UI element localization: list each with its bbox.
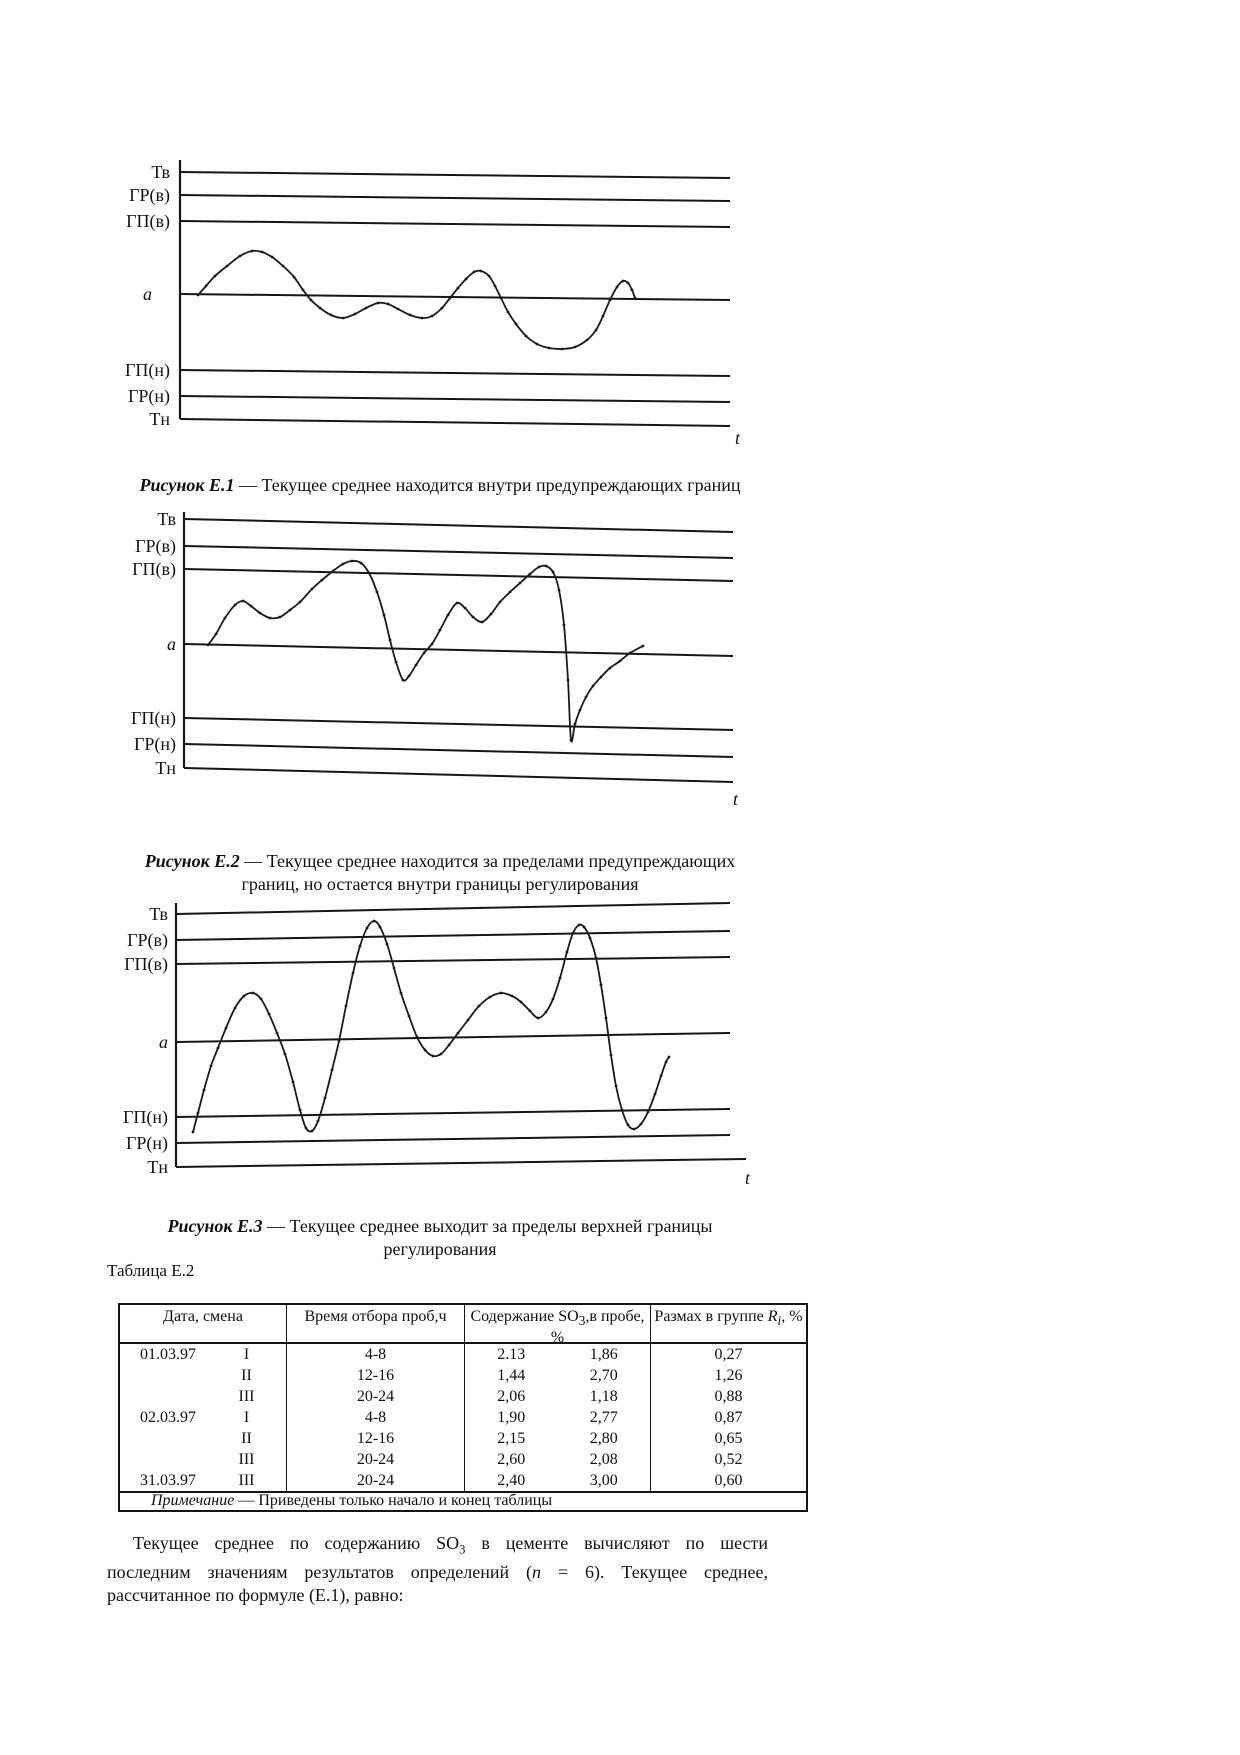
figure-E1-label-lower-warning: ГП(н) — [124, 360, 170, 380]
figure-e3-caption-number: Рисунок Е.3 — [167, 1216, 263, 1236]
cell-so3-content — [465, 1428, 651, 1449]
cell-date — [120, 1386, 207, 1407]
cell-date-shift — [120, 1407, 287, 1428]
cell-so3-content — [465, 1344, 651, 1365]
figure-E2 — [131, 509, 739, 809]
body-paragraph — [107, 1532, 768, 1606]
cell-so3-value-2: 1,86 — [589, 1346, 618, 1363]
cell-so3-value-2: 2,08 — [589, 1451, 618, 1468]
figure-E2-label-lower-tolerance: Тн — [155, 758, 176, 778]
figure-E1-label-mean: a — [143, 284, 152, 304]
figure-e2-caption-number: Рисунок Е.2 — [144, 851, 240, 871]
table-note-label: Примечание — [151, 1492, 235, 1509]
table-header-date-shift: Дата, смена — [120, 1305, 287, 1346]
figure-E3-label-upper-tolerance: Тв — [149, 904, 168, 924]
figure-E3-line-lower-tolerance — [176, 1159, 746, 1167]
figure-E2-line-lower-tolerance — [184, 768, 733, 782]
figure-E3-label-upper-warning: ГП(в) — [124, 954, 168, 974]
paragraph-line-2: последним значениям результатов определений (n = 6). Текущее среднее, — [107, 1562, 768, 1583]
table-row — [120, 1470, 806, 1491]
figure-E1 — [125, 160, 741, 448]
figure-E2-label-upper-warning: ГП(в) — [132, 559, 176, 579]
figure-e3-caption — [95, 1215, 785, 1261]
cell-date-shift — [120, 1344, 287, 1365]
table-row — [120, 1344, 806, 1365]
table-header-so3-content: Содержание $SO_3,в$ пробе, % — [465, 1305, 651, 1346]
figure-E2-line-upper-warning — [184, 569, 733, 581]
cell-group-range: 1,26 — [714, 1367, 743, 1384]
figure-e1-caption-number: Рисунок Е.1 — [139, 475, 235, 495]
cell-so3-content — [465, 1365, 651, 1386]
figure-E1-t-axis-label: t — [735, 428, 741, 448]
cell-date — [120, 1365, 207, 1386]
figure-E1-label-upper-tolerance: Тв — [151, 162, 170, 182]
figure-E1-moving-average-curve — [198, 251, 635, 349]
cell-sampling-time: 20-24 — [287, 1386, 465, 1407]
cell-so3-value-1: 2,15 — [497, 1430, 526, 1447]
cell-date: 31.03.97 — [140, 1472, 196, 1489]
figure-e3-caption-text: — Текущее среднее выходит за пределы верхней границы — [262, 1216, 713, 1236]
cell-shift: III — [238, 1388, 255, 1405]
table-note — [120, 1491, 806, 1510]
table-row — [120, 1449, 806, 1470]
table-row — [120, 1428, 806, 1449]
table-header-sampling-time: Время отбора проб,ч — [287, 1305, 465, 1346]
cell-date-shift — [120, 1428, 287, 1449]
figure-E2-label-lower-regulation: ГР(н) — [133, 734, 176, 754]
cell-date-shift — [120, 1386, 287, 1407]
figure-E2-label-upper-tolerance: Тв — [157, 509, 176, 529]
figure-E1-line-mean — [180, 294, 730, 300]
cell-date — [120, 1449, 207, 1470]
cell-so3-value-2: 3,00 — [589, 1472, 618, 1489]
cell-date: 02.03.97 — [140, 1409, 196, 1426]
figure-e1-caption-text: — Текущее среднее находится внутри предупреждающих границ — [234, 475, 741, 495]
figure-E1-label-upper-regulation: ГР(в) — [129, 185, 170, 205]
cell-so3-value-1: 1,90 — [497, 1409, 526, 1426]
cell-date: 01.03.97 — [140, 1346, 196, 1363]
figure-E2-line-upper-regulation — [184, 546, 733, 558]
figure-E1-line-upper-warning — [180, 221, 730, 227]
cell-group-range: 0,27 — [714, 1346, 743, 1363]
cell-sampling-time: 20-24 — [287, 1449, 465, 1470]
cell-so3-content — [465, 1449, 651, 1470]
table-body — [120, 1344, 806, 1491]
figure-E2-moving-average-curve — [208, 561, 643, 742]
figure-E1-line-upper-tolerance — [180, 172, 730, 178]
cell-date — [120, 1428, 207, 1449]
table-header-row — [120, 1305, 806, 1347]
cell-so3-value-1: 2,06 — [497, 1388, 526, 1405]
figure-E1-label-lower-tolerance: Тн — [149, 409, 170, 429]
table-note-text: — Приведены только начало и конец таблицы — [234, 1492, 553, 1509]
cell-date-shift — [120, 1449, 287, 1470]
cell-group-range: 0,52 — [714, 1451, 743, 1468]
cell-group-range: 0,88 — [714, 1388, 743, 1405]
figure-E2-label-mean: a — [167, 634, 176, 654]
figure-e2-caption — [95, 850, 785, 896]
cell-so3-value-2: 2,70 — [589, 1367, 618, 1384]
figure-E2-line-mean — [184, 644, 733, 656]
table-header-group-range: Размах в группе $R_i$, % — [654, 1308, 803, 1329]
cell-sampling-time: 12-16 — [287, 1428, 465, 1449]
figure-E1-line-lower-regulation — [180, 396, 730, 402]
figure-E3-label-lower-tolerance: Тн — [147, 1157, 168, 1177]
figure-e2-caption-text-2: границ, но остается внутри границы регулирования — [241, 874, 639, 894]
cell-sampling-time: 4-8 — [287, 1407, 465, 1428]
figure-E2-label-lower-warning: ГП(н) — [130, 708, 176, 728]
figure-E3-line-upper-regulation — [176, 931, 730, 940]
cell-so3-value-2: 2,77 — [589, 1409, 618, 1426]
figure-E1-line-lower-tolerance — [180, 419, 730, 426]
cell-date-shift — [120, 1470, 287, 1491]
figure-E1-line-upper-regulation — [180, 195, 730, 201]
figure-e1-caption — [95, 474, 785, 497]
figure-E3-line-upper-tolerance — [176, 903, 730, 914]
cell-so3-value-1: 2.13 — [497, 1346, 526, 1363]
cell-so3-value-1: 1,44 — [497, 1367, 526, 1384]
cell-group-range: 0,87 — [714, 1409, 743, 1426]
figure-E2-line-lower-warning — [184, 718, 733, 730]
figure-E3-line-lower-regulation — [176, 1135, 730, 1143]
cell-so3-content — [465, 1470, 651, 1491]
cell-so3-value-2: 1,18 — [589, 1388, 618, 1405]
cell-date-shift — [120, 1365, 287, 1386]
table-title: Таблица Е.2 — [107, 1261, 195, 1280]
figure-E3-label-upper-regulation: ГР(в) — [127, 930, 168, 950]
cell-shift: III — [238, 1472, 255, 1489]
cell-so3-value-1: 2,60 — [497, 1451, 526, 1468]
data-table — [118, 1303, 808, 1512]
cell-so3-value-1: 2,40 — [497, 1472, 526, 1489]
figure-E3-label-mean: a — [159, 1032, 168, 1052]
cell-shift: III — [238, 1451, 255, 1468]
cell-so3-content — [465, 1407, 651, 1428]
cell-sampling-time: 20-24 — [287, 1470, 465, 1491]
cell-group-range: 0,60 — [714, 1472, 743, 1489]
figure-E2-line-upper-tolerance — [184, 519, 733, 532]
figure-E3-t-axis-label: t — [745, 1168, 751, 1188]
table-row — [120, 1386, 806, 1407]
paragraph-line-3: рассчитанное по формуле (Е.1), равно: — [107, 1584, 404, 1605]
cell-sampling-time: 12-16 — [287, 1365, 465, 1386]
table-row — [120, 1407, 806, 1428]
figure-E2-label-upper-regulation: ГР(в) — [135, 536, 176, 556]
table-row — [120, 1365, 806, 1386]
cell-so3-value-2: 2,80 — [589, 1430, 618, 1447]
figure-E3-moving-average-curve — [193, 921, 669, 1132]
figure-e3-caption-text-2: регулирования — [383, 1239, 497, 1259]
figure-E2-line-lower-regulation — [184, 744, 733, 757]
cell-shift: I — [243, 1346, 250, 1363]
cell-shift: I — [243, 1409, 250, 1426]
figure-E3-label-lower-regulation: ГР(н) — [125, 1133, 168, 1153]
figure-E1-label-upper-warning: ГП(в) — [126, 211, 170, 231]
figure-e2-caption-text: — Текущее среднее находится за пределами предупреждающих — [239, 851, 736, 871]
cell-shift: II — [241, 1367, 252, 1384]
figure-E1-line-lower-warning — [180, 370, 730, 376]
cell-sampling-time: 4-8 — [287, 1344, 465, 1365]
cell-shift: II — [241, 1430, 252, 1447]
figure-E3 — [123, 903, 751, 1188]
figure-E1-label-lower-regulation: ГР(н) — [127, 386, 170, 406]
figure-E2-t-axis-label: t — [733, 789, 739, 809]
paragraph-line-1: Текущее среднее по содержанию $SO_3$ в цементе вычисляют по шести — [133, 1533, 768, 1557]
figure-E3-line-upper-warning — [176, 957, 730, 964]
figure-E3-label-lower-warning: ГП(н) — [122, 1107, 168, 1127]
cell-group-range: 0,65 — [714, 1430, 743, 1447]
cell-so3-content — [465, 1386, 651, 1407]
